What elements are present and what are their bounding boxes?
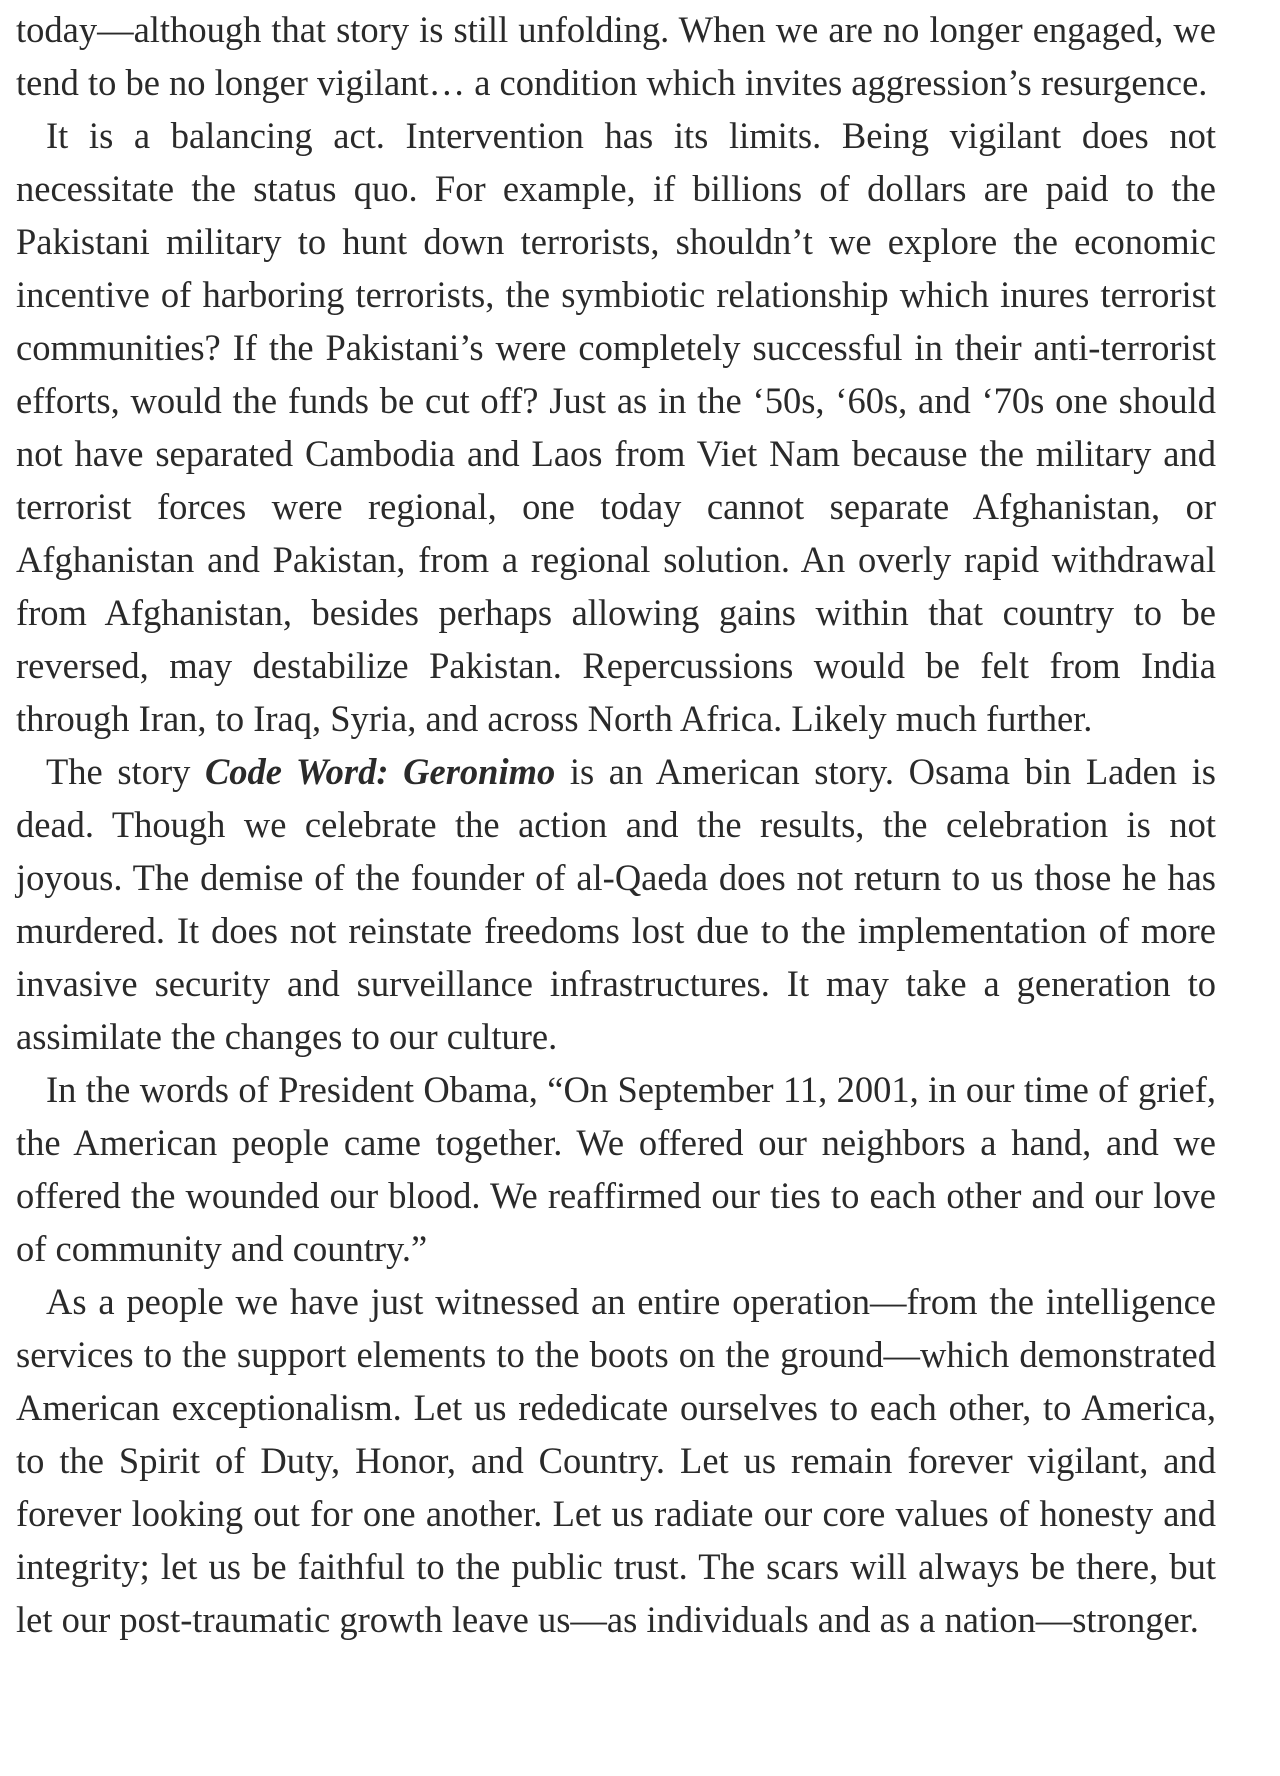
paragraph-continuation: today—although that story is still unfolding. When we are no longer engaged, we tend to be no longer vigilant… a condition which invites aggression’s resurgence. [16, 9, 1216, 103]
paragraph-obama-quote: In the words of President Obama, “On September 11, 2001, in our time of grief, the American people came together. We offered our neighbors a hand, and we offered the wounded our blood. We reaffirmed our ties to each other and our love of community and country.” [16, 1069, 1216, 1269]
book-title: Code Word: Geronimo [204, 751, 556, 792]
paragraph-text-after-title: is an American story. Osama bin Laden is dead. Though we celebrate the action and the results, the celebration is not joyous. The demise of the founder of al-Qaeda does not return to us those he has murdered. It does not reinstate freedoms lost due to the implementation of more invasive security and surveillance infrastructures. It may take a generation to assimilate the changes to our culture. [16, 751, 1216, 1057]
paragraph-balancing-act: It is a balancing act. Intervention has its limits. Being vigilant does not necessitate the status quo. For example, if billions of dollars are paid to the Pakistani military to hunt down terrorists, shouldn’t we explore the economic incentive of harboring terrorists, the symbiotic relationship which inures terrorist communities? If the Pakistani’s were completely successful in their anti-terrorist efforts, would the funds be cut off? Just as in the ‘50s, ‘60s, and ‘70s one should not have separated Cambodia and Laos from Viet Nam because the military and terrorist forces were regional, one today cannot separate Afghanistan, or Afghanistan and Pakistan, from a regional solution. An overly rapid withdrawal from Afghanistan, besides perhaps allowing gains within that country to be reversed, may destabilize Pakistan. Repercussions would be felt from India through Iran, to Iraq, Syria, and across North Africa. Likely much further. [16, 115, 1216, 739]
paragraph-code-word-geronimo [16, 745, 1216, 1063]
paragraph-closing: As a people we have just witnessed an entire operation—from the intelligence services to the support elements to the boots on the ground—which demonstrated American exceptionalism. Let us rededicate ourselves to each other, to America, to the Spirit of Duty, Honor, and Country. Let us remain forever vigilant, and forever looking out for one another. Let us radiate our core values of honesty and integrity; let us be faithful to the public trust. The scars will always be there, but let our post-traumatic growth leave us—as individuals and as a nation—stronger. [16, 1281, 1216, 1640]
paragraph-text-before-title: The story [46, 751, 205, 792]
document-page [0, 3, 1280, 1776]
